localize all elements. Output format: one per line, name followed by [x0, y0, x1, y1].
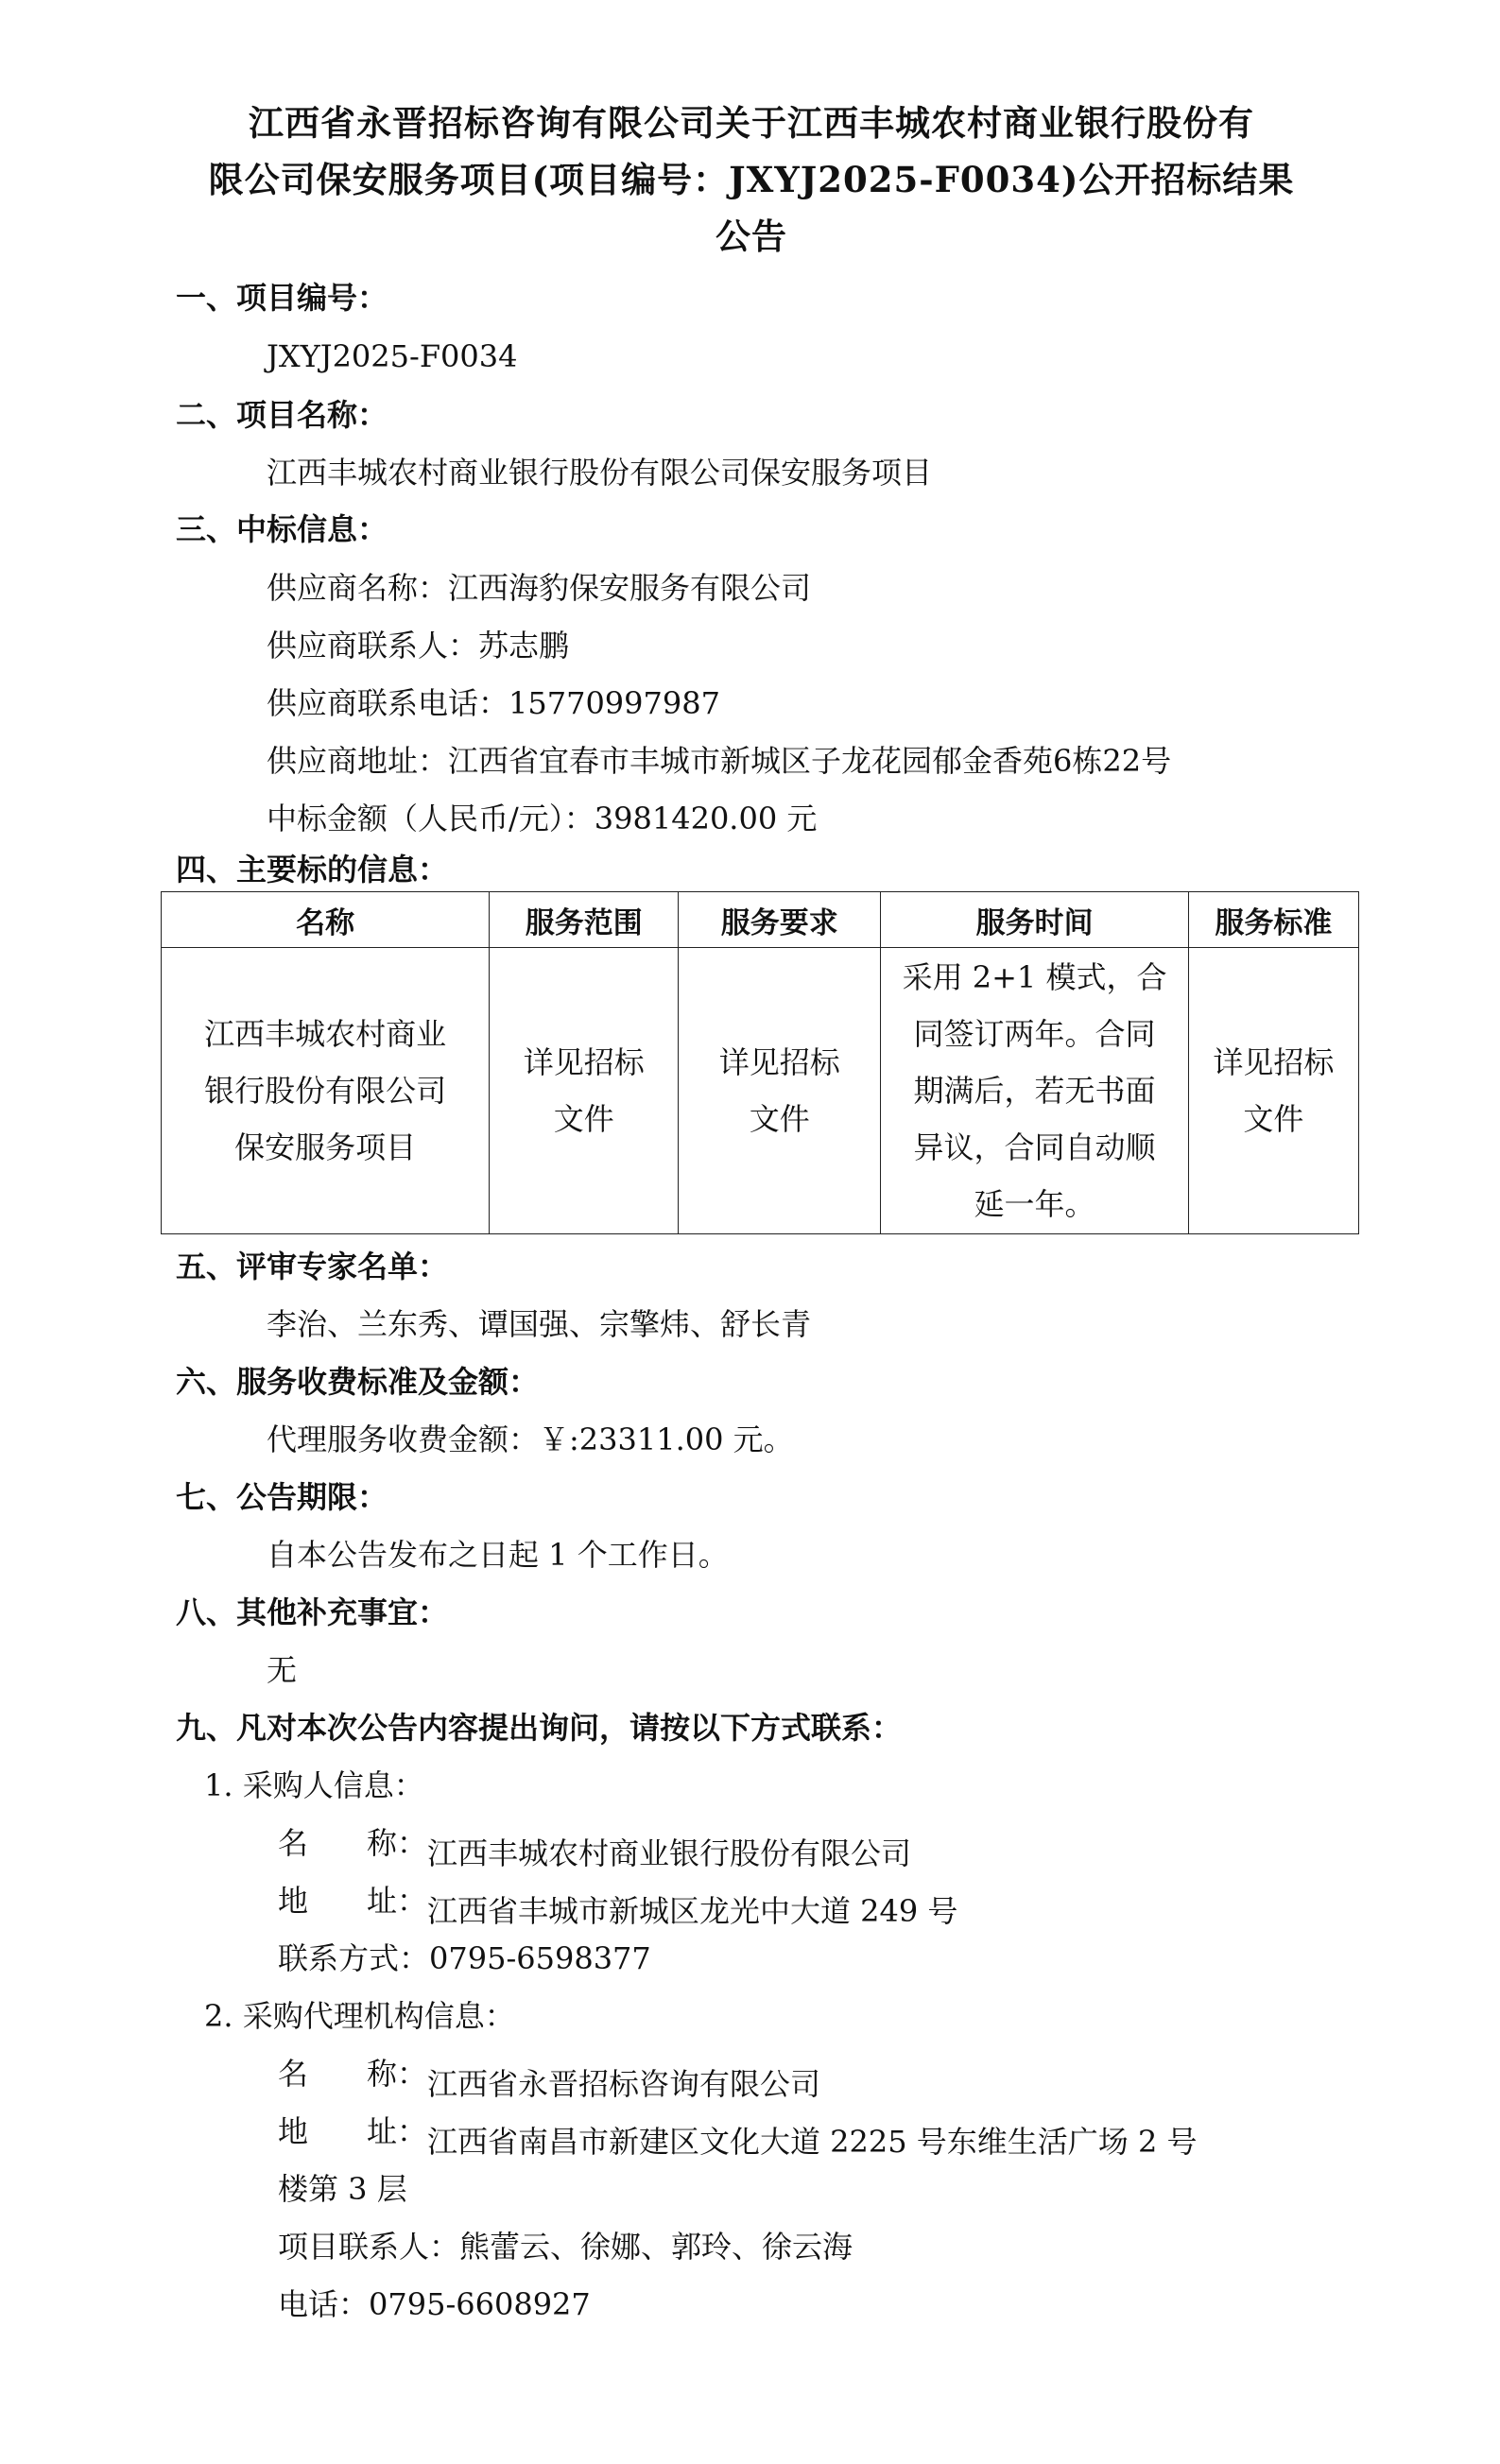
cell-name-line: 保安服务项目	[234, 1129, 417, 1165]
agent-address	[278, 2111, 1198, 2162]
title-line-3: 公告	[716, 215, 787, 257]
supplier-contact: 供应商联系人：苏志鹏	[267, 628, 570, 663]
cell-time-line: 采用 2+1 模式，合	[902, 959, 1167, 995]
section-2-heading: 二、项目名称：	[176, 397, 388, 433]
cell-scope-line: 详见招标	[523, 1044, 645, 1080]
key-char: 称：	[366, 1825, 427, 1861]
cell-time	[881, 948, 1189, 1234]
column-header-scope: 服务范围	[490, 892, 679, 948]
cell-requirement-line: 文件	[749, 1101, 810, 1137]
cell-standard-line: 文件	[1243, 1101, 1304, 1137]
cell-time-line: 延一年。	[974, 1186, 1095, 1222]
agent-phone: 电话：0795-6608927	[278, 2286, 591, 2322]
supplier-name: 供应商名称：江西海豹保安服务有限公司	[267, 570, 812, 606]
project-number: JXYJ2025-F0034	[267, 338, 518, 374]
subject-info-table	[161, 891, 1359, 1234]
section-1-heading: 一、项目编号：	[176, 280, 388, 316]
table-header-row	[162, 892, 1359, 948]
section-6-heading: 六、服务收费标准及金额：	[176, 1364, 540, 1400]
award-amount: 中标金额（人民币/元）：3981420.00 元	[267, 801, 818, 836]
cell-standard	[1188, 948, 1358, 1234]
supplier-address: 供应商地址：江西省宜春市丰城市新城区子龙花园郁金香苑6栋22号	[267, 743, 1172, 779]
section-5-heading: 五、评审专家名单：	[176, 1249, 449, 1284]
cell-scope	[490, 948, 679, 1234]
column-header-requirement: 服务要求	[679, 892, 881, 948]
cell-time-line: 期满后，若无书面	[913, 1073, 1156, 1109]
buyer-address-value: 江西省丰城市新城区龙光中大道 249 号	[427, 1893, 958, 1929]
supplier-phone: 供应商联系电话：15770997987	[267, 685, 720, 721]
section-8-heading: 八、其他补充事宜：	[176, 1594, 449, 1630]
section-3-heading: 三、中标信息：	[176, 511, 388, 547]
key-char: 址：	[366, 2113, 427, 2149]
supplementary-matters: 无	[267, 1652, 298, 1688]
notice-period: 自本公告发布之日起 1 个工作日。	[267, 1537, 729, 1573]
cell-time-line: 同签订两年。合同	[913, 1016, 1156, 1052]
column-header-name: 名称	[162, 892, 490, 948]
buyer-address	[278, 1880, 957, 1932]
section-7-heading: 七、公告期限：	[176, 1479, 388, 1515]
buyer-info-label: 1. 采购人信息：	[204, 1767, 424, 1803]
cell-name	[162, 948, 490, 1234]
agent-name-value: 江西省永晋招标咨询有限公司	[427, 2066, 821, 2102]
cell-name-line: 江西丰城农村商业	[204, 1016, 447, 1052]
section-4-heading: 四、主要标的信息：	[176, 852, 449, 887]
project-name: 江西丰城农村商业银行股份有限公司保安服务项目	[267, 455, 933, 491]
agent-address-value: 江西省南昌市新建区文化大道 2225 号东维生活广场 2 号	[427, 2124, 1198, 2160]
key-char: 名	[278, 1825, 309, 1861]
agency-fee: 代理服务收费金额：￥:23311.00 元。	[267, 1422, 794, 1457]
title-line-1: 江西省永晋招标咨询有限公司关于江西丰城农村商业银行股份有	[249, 102, 1254, 144]
cell-time-line: 异议，合同自动顺	[913, 1129, 1156, 1165]
table-row	[162, 948, 1359, 1234]
cell-requirement	[679, 948, 881, 1234]
buyer-name	[278, 1822, 911, 1874]
agent-project-contact: 项目联系人：熊蕾云、徐娜、郭玲、徐云海	[278, 2229, 853, 2265]
cell-requirement-line: 详见招标	[718, 1044, 840, 1080]
section-9-heading: 九、凡对本次公告内容提出询问，请按以下方式联系：	[176, 1710, 903, 1746]
key-char: 址：	[366, 1883, 427, 1919]
column-header-standard: 服务标准	[1188, 892, 1358, 948]
agent-address-continued: 楼第 3 层	[278, 2171, 407, 2207]
cell-scope-line: 文件	[553, 1101, 614, 1137]
expert-list: 李治、兰东秀、谭国强、宗擎炜、舒长青	[267, 1306, 812, 1342]
buyer-contact: 联系方式：0795-6598377	[278, 1940, 651, 1976]
key-char: 称：	[366, 2056, 427, 2092]
key-char: 地	[278, 2113, 309, 2149]
column-header-time: 服务时间	[881, 892, 1189, 948]
buyer-name-value: 江西丰城农村商业银行股份有限公司	[427, 1835, 912, 1871]
announcement-title	[142, 95, 1361, 265]
agent-info-label: 2. 采购代理机构信息：	[204, 1998, 515, 2034]
cell-standard-line: 详见招标	[1213, 1044, 1335, 1080]
cell-name-line: 银行股份有限公司	[204, 1073, 447, 1109]
agent-name	[278, 2053, 820, 2105]
key-char: 地	[278, 1883, 309, 1919]
title-line-2: 限公司保安服务项目(项目编号：JXYJ2025-F0034)公开招标结果	[208, 159, 1295, 200]
key-char: 名	[278, 2056, 309, 2092]
